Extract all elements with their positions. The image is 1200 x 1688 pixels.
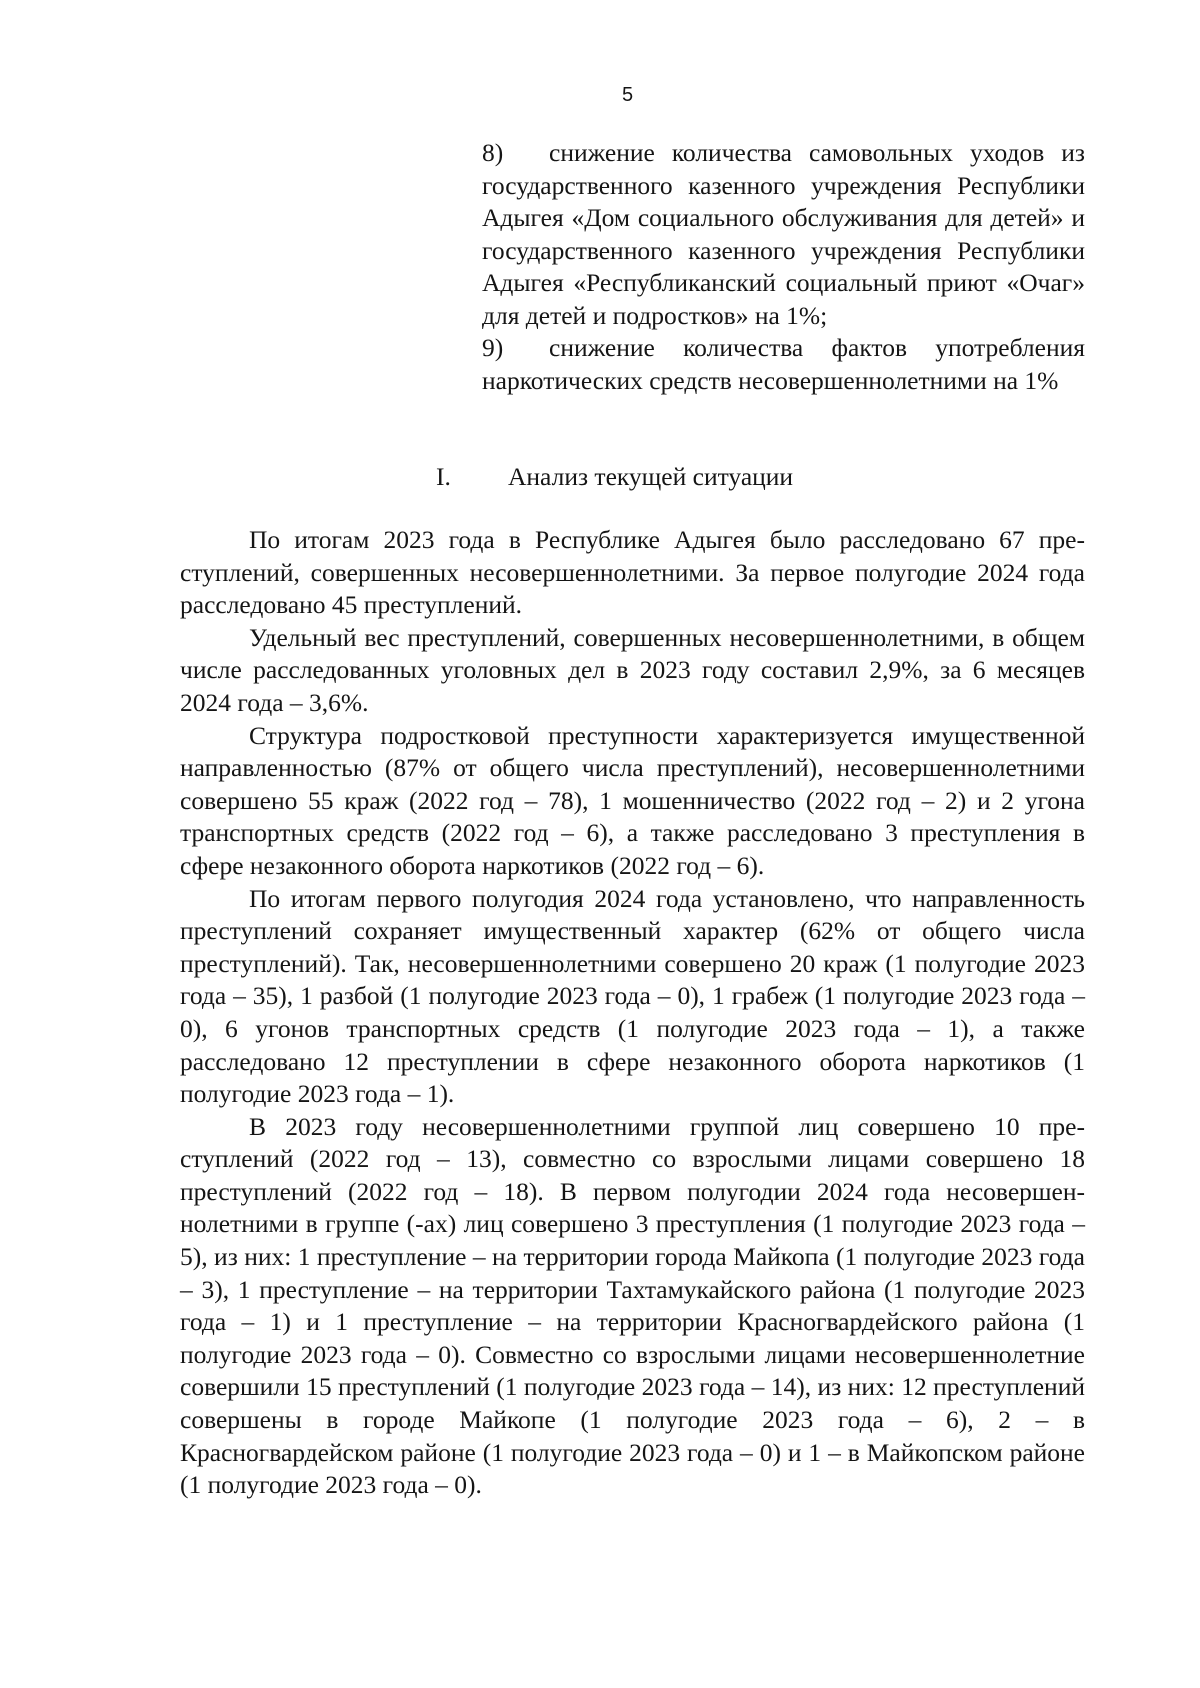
paragraph: Структура подростковой преступности характеризуется имущественной направленностью (87% от общего числа преступлений), несовершеннолетними совершено 55 краж (2022 год – 78), 1 мошенничество (2022 год – 2) и 2 угона транспортных средств (2022 год – 6), а также расследовано 3 преступления в сфере незаконного оборота наркотиков (2022 год – 6). xyxy=(180,720,1085,880)
goal-text: снижение количества фактов употребления наркотических средств несовершеннолетними на 1% xyxy=(482,333,1085,395)
goal-text: снижение количества самовольных уходов из государственного казенного учреждения Республики Адыгея «Дом социального обслуживания для детей» и государственного казенного учреждения Республики Адыгея «Республиканский социальный приют «Очаг» для детей и подростков» на 1%; xyxy=(482,138,1085,330)
goal-item-8 xyxy=(482,137,1085,332)
goal-number: 8) xyxy=(482,138,504,167)
goal-item-9 xyxy=(482,332,1085,397)
paragraph: В 2023 году несовершеннолетними группой лиц совершено 10 преступлений (2022 год – 13), совместно со взрослыми лицами совершено 18 преступлений (2022 год – 18). В первом полугодии 2024 года несовершеннолетними в группе (-ах) лиц совершено 3 преступления (1 полугодие 2023 года – 5), из них: 1 преступление – на территории города Майкопа (1 полугодие 2023 года – 3), 1 преступление – на территории Тахтамукайского района (1 полугодие 2023 года – 1) и 1 преступление – на территории Красногвардейского района (1 полугодие 2023 года – 0). Совместно со взрослыми лицами несовершеннолетние совершили 15 преступлений (1 полугодие 2023 года – 14), из них: 12 преступлений совершены в городе Майкопе (1 полугодие 2023 года – 6), 2 – в Красногвардейском районе (1 полугодие 2023 года – 0) и 1 – в Майкопском районе (1 полугодие 2023 года – 0). xyxy=(180,1111,1085,1500)
page-number: 5 xyxy=(622,84,634,106)
section-title: Анализ текущей ситуации xyxy=(508,462,794,491)
section-number: I. xyxy=(436,462,451,491)
paragraph: По итогам 2023 года в Республике Адыгея было расследовано 67 преступлений, совершенных несовершеннолетними. За первое полугодие 2024 года расследовано 45 преступлений. xyxy=(180,525,1085,620)
goal-number: 9) xyxy=(482,333,504,362)
body-text xyxy=(180,524,1085,1502)
paragraph: Удельный вес преступлений, совершенных несовершеннолетними, в общем числе расследованных уголовных дел в 2023 году составил 2,9%, за 6 месяцев 2024 года – 3,6%. xyxy=(180,622,1085,717)
section-heading xyxy=(436,461,793,493)
goals-list xyxy=(482,137,1085,397)
paragraph: По итогам первого полугодия 2024 года установлено, что направленность преступлений сохраняет имущественный характер (62% от общего числа преступлений). Так, несовершеннолетними совершено 20 краж (1 полугодие 2023 года – 35), 1 разбой (1 полугодие 2023 года – 0), 1 грабеж (1 полугодие 2023 года – 0), 6 угонов транспортных средств (1 полугодие 2023 года – 1), а также расследовано 12 преступлении в сфере незаконного оборота наркотиков (1 полугодие 2023 года – 1). xyxy=(180,883,1085,1109)
